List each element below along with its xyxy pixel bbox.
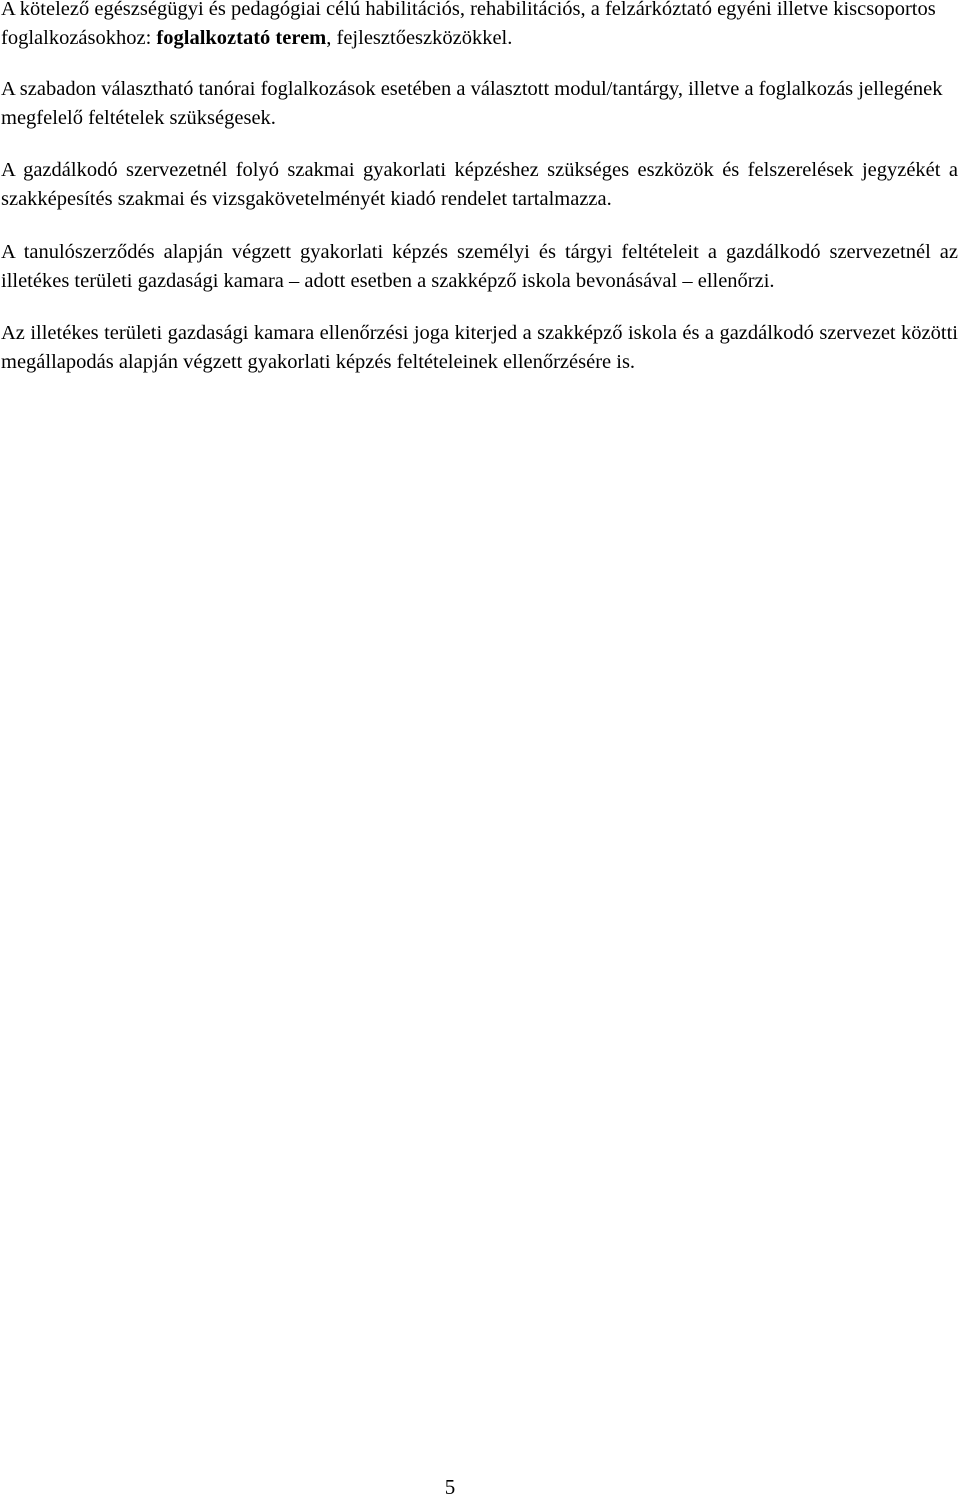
paragraph-1-text-end: , fejlesztőeszközökkel. [326, 27, 513, 49]
paragraph-1-text-start: A kötelező egészségügyi és pedagógiai célú habilitációs, rehabilitációs, a felzárkóztató egyéni illetve kiscsoportos foglalkozásokhoz: [1, 0, 936, 49]
document-body [1, 0, 958, 377]
page-number: 5 [444, 1475, 456, 1499]
paragraph-2: A szabadon választható tanórai foglalkozások esetében a választott modul/tantárgy, illetve a foglalkozás jellegének megfelelő feltételek szükségesek. [1, 78, 943, 129]
paragraph-1-bold-text: foglalkoztató terem [156, 27, 327, 49]
paragraph-5: Az illetékes területi gazdasági kamara ellenőrzési joga kiterjed a szakképző iskola és a gazdálkodó szervezet közötti megállapodás alapján végzett gyakorlati képzés feltételeinek ellenőrzésére is. [1, 322, 958, 373]
paragraph-1 [1, 0, 958, 53]
paragraph-4: A tanulószerződés alapján végzett gyakorlati képzés személyi és tárgyi feltételeit a gazdálkodó szervezetnél az illetékes területi gazdasági kamara – adott esetben a szakképző iskola bevonásával – ellenőrzi. [1, 241, 958, 292]
paragraph-3: A gazdálkodó szervezetnél folyó szakmai gyakorlati képzéshez szükséges eszközök és felszerelések jegyzékét a szakképesítés szakmai és vizsgakövetelményét kiadó rendelet tartalmazza. [1, 159, 958, 210]
